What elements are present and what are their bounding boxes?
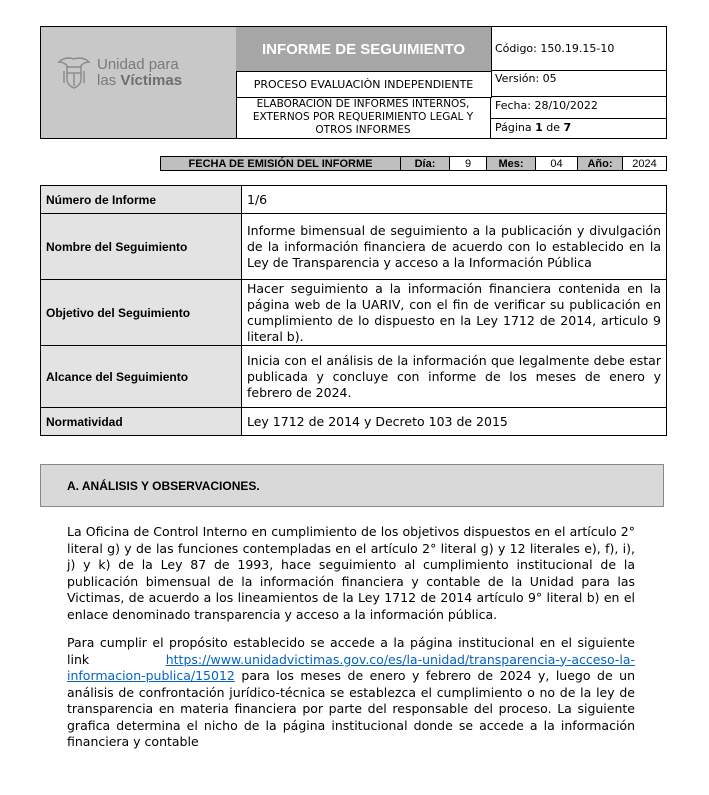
row-value: Ley 1712 de 2014 y Decreto 103 de 2015	[242, 408, 667, 436]
emission-date-bar	[160, 156, 667, 171]
row-label: Objetivo del Seguimiento	[41, 280, 242, 346]
coat-of-arms-icon	[55, 55, 93, 91]
document-date: Fecha: 28/10/2022	[491, 97, 666, 119]
section-a-heading: A. ANÁLISIS Y OBSERVACIONES.	[40, 464, 664, 507]
document-header	[40, 26, 667, 139]
year-label: Año:	[577, 156, 623, 171]
row-value: Hacer seguimiento a la información financiera contenida en la página web de la UARIV, con el fin de verificar su publicación en cumplimiento de lo dispuesto en la Ley 1712 de 2014, articulo 9 literal b).	[242, 280, 667, 346]
elaboration-text: ELABORACIÓN DE INFORMES INTERNOS, EXTERNOS POR REQUERIMIENTO LEGAL Y OTROS INFORMES	[236, 97, 491, 138]
row-label: Normatividad	[41, 408, 242, 436]
page-current: 1	[535, 121, 543, 134]
page-total: 7	[563, 121, 572, 134]
day-value: 9	[449, 156, 487, 171]
page-indicator: Página 1 de 7	[495, 121, 572, 134]
report-info-table	[40, 185, 667, 436]
document-version: Versión: 05	[491, 71, 666, 97]
logo-line-2-bold: Víctimas	[120, 72, 183, 89]
institution-logo	[55, 55, 182, 91]
row-value: 1/6	[242, 186, 667, 214]
paragraph-control-interno: La Oficina de Control Interno en cumplimiento de los objetivos dispuestos en el artículo 2° literal g) y de las funciones contempladas en el artículo 2° literal g) y 12 literales e), f), i), j) y k) de la Ley 87 de 1993, hace seguimiento al cumplimiento institucional de la publicación bimensual de la información financiera y contable de la Unidad para las Victimas, de acuerdo a los lineamientos de la Ley 1712 de 2014 artículo 9° literal b) en el enlace denominado transparencia y acceso a la información pública.	[67, 524, 635, 622]
paragraph-text-before: Para cumplir el propósito establecido se accede a la página institucional en el siguiente link	[67, 635, 635, 667]
row-label: Alcance del Seguimiento	[41, 346, 242, 408]
day-label: Día:	[400, 156, 450, 171]
table-row	[41, 408, 667, 436]
month-value: 04	[535, 156, 578, 171]
logo-cell	[41, 27, 237, 138]
report-title: INFORME DE SEGUIMIENTO	[236, 27, 492, 72]
table-row	[41, 346, 667, 408]
table-row	[41, 214, 667, 280]
paragraph-text-after: para los meses de enero y febrero de 2024 y, luego de un análisis de confrontación jurídico-técnica se establezca el cumplimiento o no de la ley de transparencia en materia financiera por parte del responsable del proceso. La siguiente grafica determina el nicho de la página institucional donde se accede a la información financiera y contable	[67, 668, 635, 749]
row-value: Informe bimensual de seguimiento a la publicación y divulgación de la información financiera de acuerdo con lo establecido en la Ley de Transparencia y acceso a la Información Pública	[242, 214, 667, 280]
emission-label: FECHA DE EMISIÓN DEL INFORME	[160, 156, 401, 171]
row-label: Número de Informe	[41, 186, 242, 214]
paragraph-procedure	[67, 635, 635, 751]
table-row	[41, 186, 667, 214]
row-value: Inicia con el análisis de la información que legalmente debe estar publicada y concluye con informe de los meses de enero y febrero de 2024.	[242, 346, 667, 408]
logo-line-1: Unidad para	[97, 56, 179, 73]
transparency-link[interactable]: https://www.unidadvictimas.gov.co/es/la-unidad/transparencia-y-acceso-la-informacion-publica/15012	[67, 651, 635, 683]
year-value: 2024	[622, 156, 667, 171]
row-label: Nombre del Seguimiento	[41, 214, 242, 280]
table-row	[41, 280, 667, 346]
month-label: Mes:	[486, 156, 536, 171]
logo-line-2-prefix: las	[97, 72, 121, 89]
document-code: Código: 150.19.15-10	[491, 27, 666, 71]
process-name: PROCESO EVALUACIÒN INDEPENDIENTE	[236, 71, 492, 98]
